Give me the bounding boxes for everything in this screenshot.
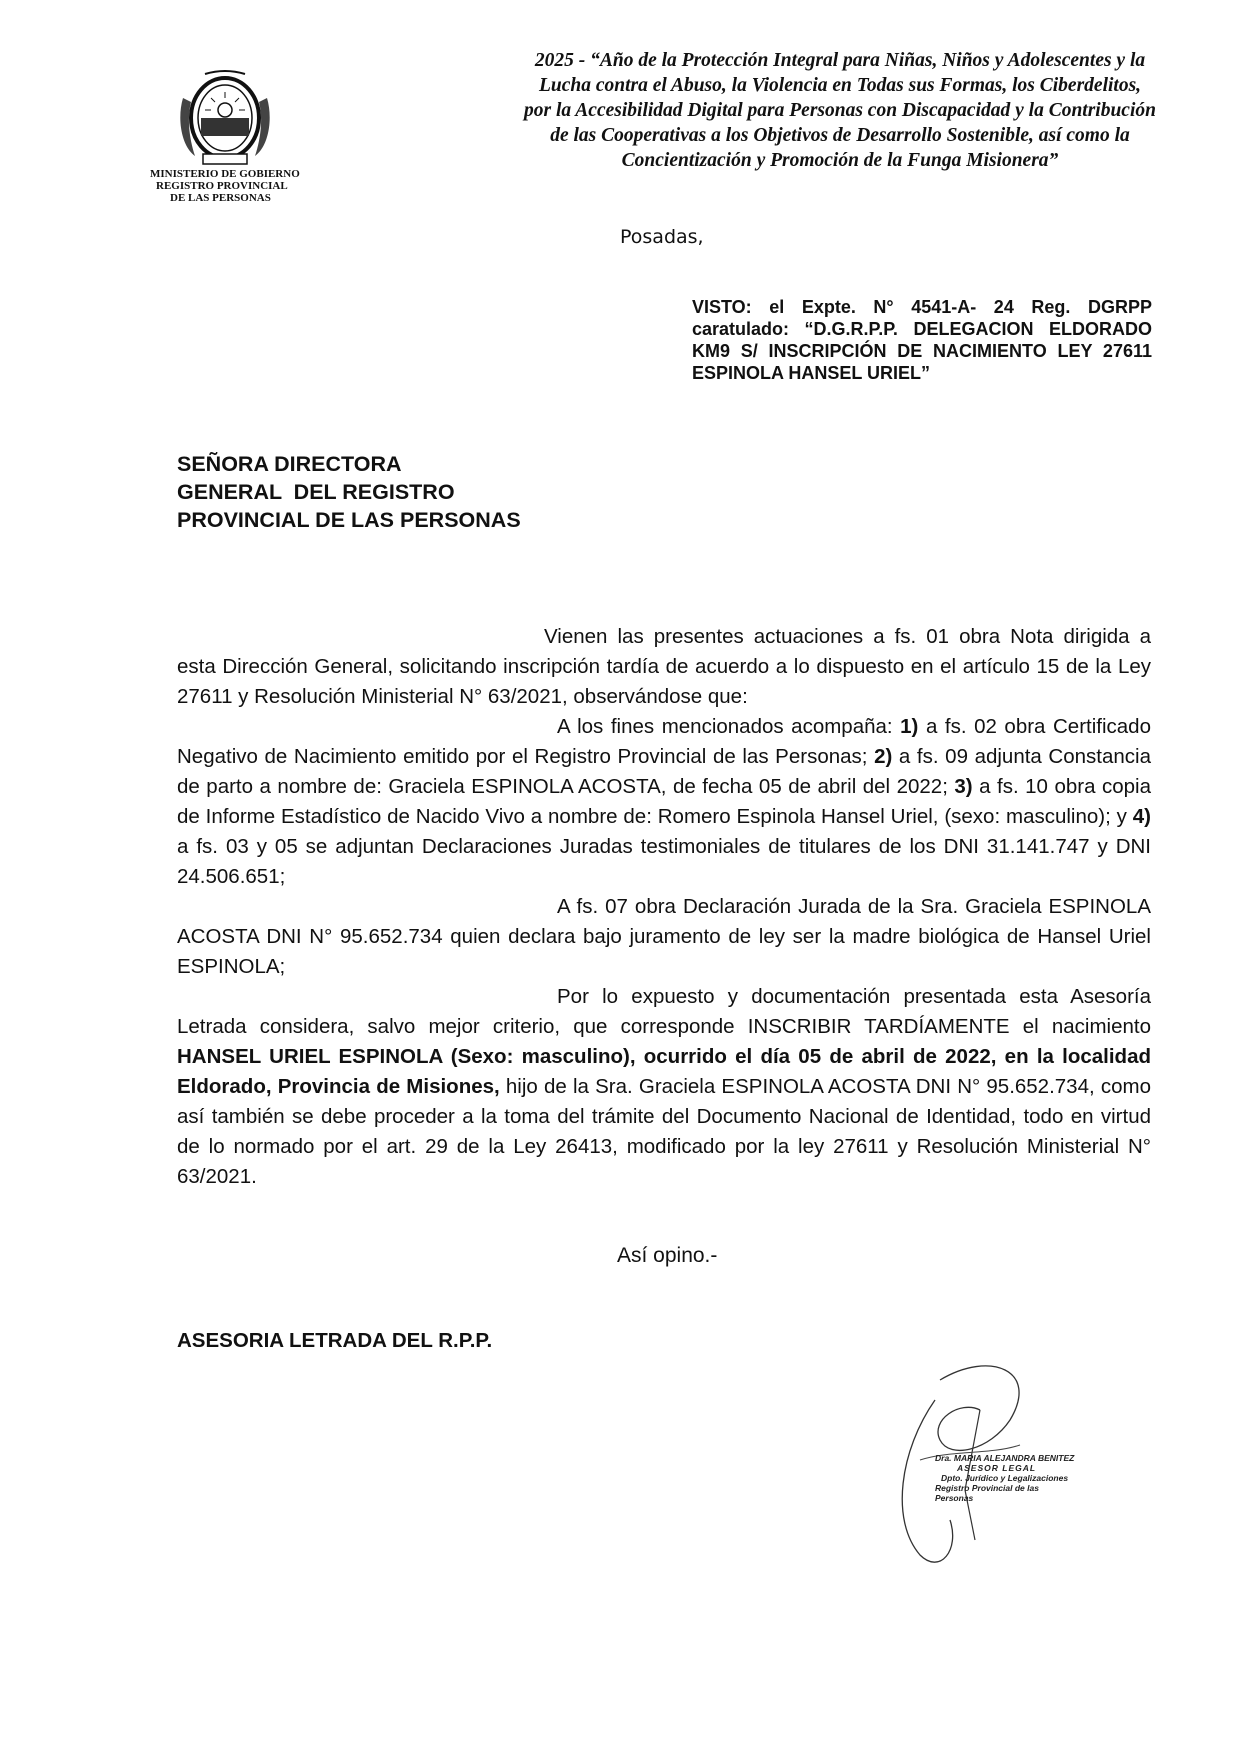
visto-reference: VISTO: el Expte. N° 4541-A- 24 Reg. DGRPP caratulado: “D.G.R.P.P. DELEGACION ELDORADO KM9 S/ INSCRIPCIÓN DE NACIMIENTO LEY 27611 ESPINOLA HANSEL URIEL” [692, 297, 1152, 383]
year-motto-line: Lucha contra el Abuso, la Violencia en Todas sus Formas, los Ciberdelitos, [538, 75, 1142, 96]
stamp-line: ASESOR LEGAL [957, 1463, 1037, 1473]
recipient-line: PROVINCIAL DE LAS PERSONAS [177, 508, 521, 532]
stamp-line: Dra. MARIA ALEJANDRA BENITEZ [935, 1453, 1075, 1463]
bold-text-run: HANSEL URIEL ESPINOLA (Sexo: masculino), ocurrido el día 05 de abril de 2022, en la localidad Eldorado, Provincia de Misiones, [177, 1045, 1151, 1098]
year-motto-line: por la Accesibilidad Digital para Personas con Discapacidad y la Contribución [524, 100, 1156, 121]
text-run: a fs. 10 obra copia de Informe Estadístico de Nacido Vivo a nombre de: Romero Espinola Hansel Uriel, (sexo: masculino); y [177, 775, 1151, 828]
recipient-block [177, 450, 521, 534]
body-text [177, 622, 1151, 1192]
paragraph-2 [177, 712, 1151, 892]
paragraph-1: Vienen las presentes actuaciones a fs. 01 obra Nota dirigida a esta Dirección General, solicitando inscripción tardía de acuerdo a lo dispuesto en el artículo 15 de la Ley 27611 y Resolución Ministerial N° 63/2021, observándose que: [177, 625, 1151, 708]
place-date: Posadas, [620, 226, 704, 248]
year-motto [480, 48, 1200, 173]
text-run: A los fines mencionados acompaña: [557, 715, 901, 738]
signatory-title: ASESORIA LETRADA DEL R.P.P. [177, 1329, 493, 1352]
text-run: hijo de la Sra. Graciela ESPINOLA ACOSTA DNI N° 95.652.734, como así también se debe proceder a la toma del trámite del Documento Nacional de Identidad, todo en virtud de lo normado por el art. 29 de la Ley 26413, modificado por la ley 27611 y Resolución Ministerial N° 63/2021. [177, 1075, 1151, 1188]
item-marker: 1) [900, 715, 919, 738]
ministry-line: DE LAS PERSONAS [170, 192, 271, 204]
closing-text: Así opino.- [617, 1244, 718, 1267]
recipient-line: GENERAL DEL REGISTRO [177, 480, 455, 504]
stamp-line: Dpto. Jurídico y Legalizaciones [941, 1473, 1069, 1483]
year-motto-line: Concientización y Promoción de la Funga Misionera” [621, 150, 1059, 171]
text-run: a fs. 03 y 05 se adjuntan Declaraciones Juradas testimoniales de titulares de los DNI 31.141.747 y DNI 24.506.651; [177, 835, 1151, 888]
paragraph-3: A fs. 07 obra Declaración Jurada de la Sra. Graciela ESPINOLA ACOSTA DNI N° 95.652.734 quien declara bajo juramento de ley ser la madre biológica de Hansel Uriel ESPINOLA; [177, 895, 1151, 978]
ministry-block [150, 168, 330, 204]
text-run: Por lo expuesto y documentación presentada esta Asesoría Letrada considera, salvo mejor criterio, que corresponde INSCRIBIR TARDÍAMENTE el nacimiento [177, 985, 1151, 1038]
year-motto-line: de las Cooperativas a los Objetivos de Desarrollo Sostenible, así como la [550, 125, 1130, 146]
text-run: a fs. 09 adjunta Constancia de parto a nombre de: Graciela ESPINOLA ACOSTA, de fecha 05 de abril del 2022; [177, 745, 1151, 798]
signature-stamp [935, 1453, 1075, 1503]
item-marker: 2) [874, 745, 893, 768]
text-run: a fs. 02 obra Certificado Negativo de Nacimiento emitido por el Registro Provincial de las Personas; [177, 715, 1151, 768]
item-marker: 4) [1132, 805, 1151, 828]
ministry-line: REGISTRO PROVINCIAL [156, 180, 288, 192]
item-marker: 3) [954, 775, 973, 798]
recipient-line: SEÑORA DIRECTORA [177, 452, 402, 476]
coat-of-arms-seal [175, 68, 275, 168]
paragraph-4 [177, 982, 1151, 1192]
ministry-line: MINISTERIO DE GOBIERNO [150, 168, 300, 180]
year-motto-line: 2025 - “Año de la Protección Integral para Niñas, Niños y Adolescentes y la [534, 50, 1146, 71]
stamp-line: Registro Provincial de las Personas [935, 1483, 1039, 1503]
